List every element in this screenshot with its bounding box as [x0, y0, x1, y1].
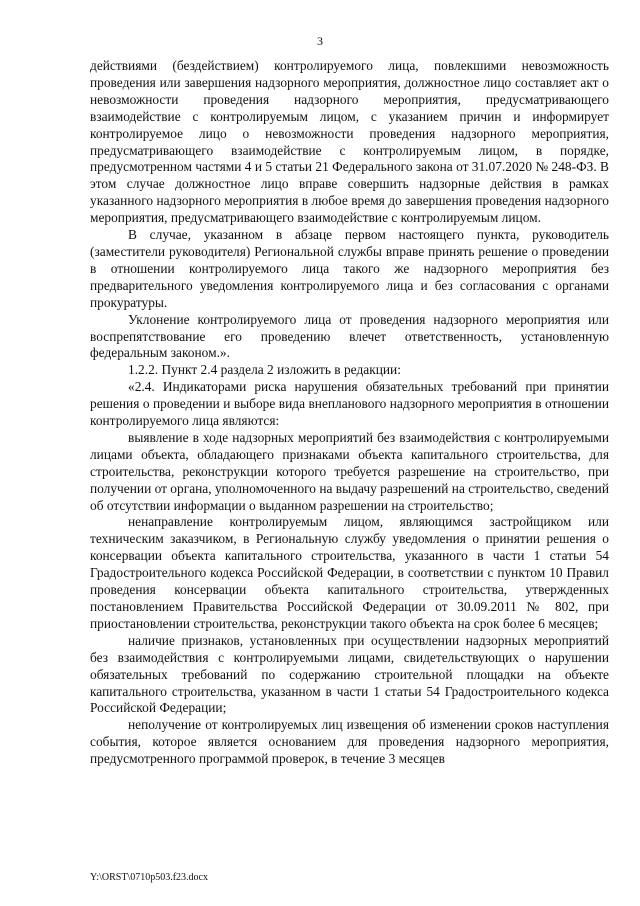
paragraph-1: действиями (бездействием) контролируемого лица, повлекшими невозможность проведения или завершения надзорного мероприятия, должностное лицо составляет акт о невозможности проведения надзорного мероприятия, предусматривающего взаимодействие с контролируемым лицом, с указанием причин и информирует контролируемое лицо о невозможности проведения надзорного мероприятия, предусматривающего взаимодействие с контролируемым лицом, в порядке, предусмотренном частями 4 и 5 статьи 21 Федерального закона от 31.07.2020 № 248-ФЗ. В этом случае должностное лицо вправе совершить надзорные действия в рамках указанного надзорного мероприятия в любое время до завершения проведения надзорного мероприятия, предусматривающего взаимодействие с контролируемым лицом. — [90, 58, 609, 226]
paragraph-8: наличие признаков, установленных при осуществлении надзорных мероприятий без взаимодействия с контролируемыми лицами, свидетельствующих о нарушении обязательных требований по содержанию строительной площадки на объекте капитального строительства, указанном в части 1 статьи 54 Градостроительного кодекса Российской Федерации; — [90, 632, 609, 716]
paragraph-7: ненаправление контролируемым лицом, являющимся застройщиком или техническим заказчиком, в Региональную службу уведомления о принятии решения о консервации объекта капитального строительства, указанного в части 1 статьи 54 Градостроительного кодекса Российской Федерации, в соответствии с пунктом 10 Правил проведения консервации объекта капитального строительства, утвержденных постановлением Правительства Российской Федерации от 30.09.2011 № 802, при приостановлении строительства, реконструкции такого объекта на срок более 6 месяцев; — [90, 514, 609, 631]
paragraph-6: выявление в ходе надзорных мероприятий без взаимодействия с контролируемыми лицами объекта, обладающего признаками объекта капитального строительства, для строительства, реконструкции которого требуется разрешение на строительство, при получении от органа, уполномоченного на выдачу разрешений на строительство, сведений об отсутствии информации о выданном разрешении на строительство; — [90, 429, 609, 513]
paragraph-9: неполучение от контролируемых лиц извещения об изменении сроков наступления события, которое является основанием для проведения надзорного мероприятия, предусмотренного программой проверок, в течение 3 месяцев — [90, 717, 609, 767]
document-body — [90, 58, 609, 768]
paragraph-3: Уклонение контролируемого лица от проведения надзорного мероприятия или воспрепятствование его проведению влечет ответственность, установленную федеральным законом.». — [90, 311, 609, 361]
paragraph-5: «2.4. Индикаторами риска нарушения обязательных требований при принятии решения о проведении и выборе вида внепланового надзорного мероприятия в отношении контролируемого лица являются: — [90, 379, 609, 429]
page-number: 3 — [317, 34, 323, 48]
file-path-footer: Y:\ORST\0710p503.f23.docx — [90, 872, 208, 883]
paragraph-2: В случае, указанном в абзаце первом настоящего пункта, руководитель (заместители руководителя) Региональной службы вправе принять решение о проведении в отношении контролируемого лица такого же надзорного мероприятия без предварительного уведомления контролируемого лица и без согласования с органами прокуратуры. — [90, 227, 609, 310]
paragraph-4: 1.2.2. Пункт 2.4 раздела 2 изложить в редакции: — [128, 362, 401, 378]
